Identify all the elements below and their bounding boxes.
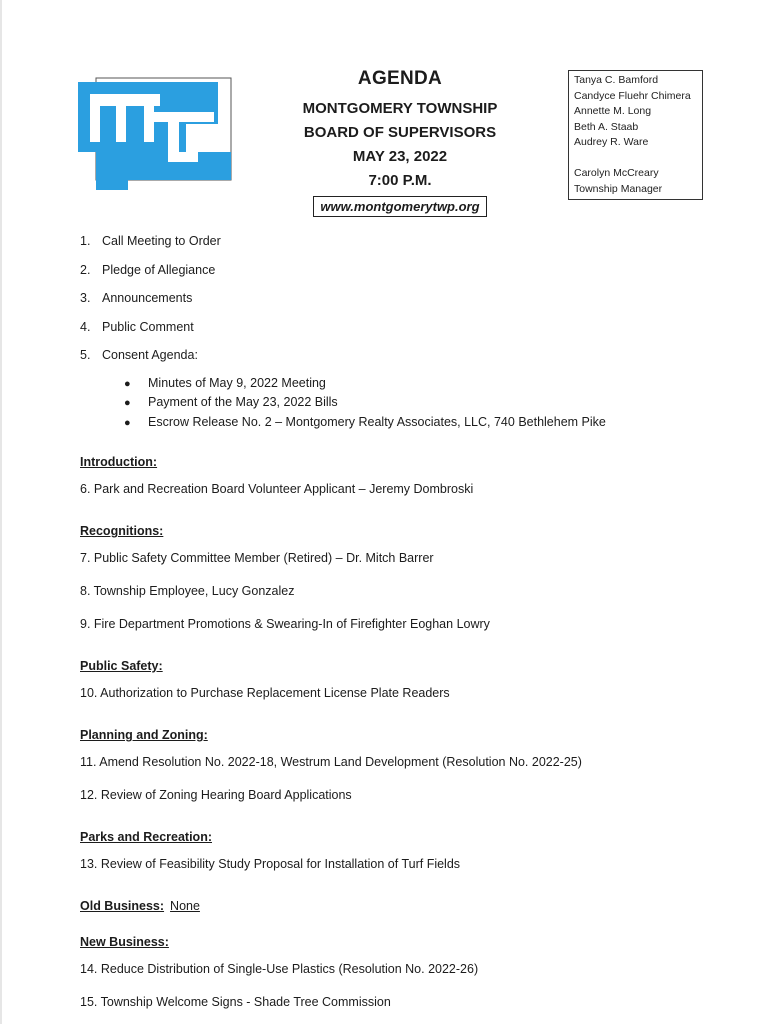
- agenda-item: 13. Review of Feasibility Study Proposal for Installation of Turf Fields: [80, 857, 461, 871]
- section-old-business: [80, 894, 720, 918]
- agenda-item: [80, 343, 720, 372]
- agenda-item: 9. Fire Department Promotions & Swearing-In of Firefighter Eoghan Lowry: [80, 617, 490, 631]
- agenda-item: 14. Reduce Distribution of Single-Use Plastics (Resolution No. 2022-26): [80, 962, 479, 976]
- section-heading-old-business: Old Business:: [80, 899, 165, 913]
- item-number: 1.: [80, 234, 91, 248]
- list-item: [124, 413, 720, 433]
- agenda-item: 12. Review of Zoning Hearing Board Applications: [80, 788, 352, 802]
- page-title: AGENDA: [357, 68, 443, 89]
- item-text: Call Meeting to Order: [102, 234, 221, 248]
- bullet-icon: ●: [124, 397, 131, 409]
- supervisor-name: Candyce Fluehr Chimera: [574, 89, 691, 102]
- supervisor-name: Audrey R. Ware: [574, 136, 649, 149]
- website-link[interactable]: www.montgomerytwp.org: [313, 196, 486, 217]
- consent-bullets: [124, 374, 720, 433]
- item-number: 4.: [80, 319, 91, 334]
- section-heading-planning: Planning and Zoning:: [80, 728, 208, 742]
- supervisor-name: Annette M. Long: [574, 105, 652, 118]
- section-heading-parks: Parks and Recreation:: [80, 830, 212, 844]
- agenda-item: 10. Authorization to Purchase Replacement License Plate Readers: [80, 686, 450, 700]
- agenda-item: 7. Public Safety Committee Member (Retired) – Dr. Mitch Barrer: [80, 551, 434, 565]
- meeting-date: MAY 23, 2022: [352, 148, 448, 165]
- agenda-item: 8. Township Employee, Lucy Gonzalez: [80, 584, 295, 598]
- item-text: Pledge of Allegiance: [102, 262, 216, 277]
- bullet-icon: ●: [124, 416, 131, 429]
- section-heading-recognitions: Recognitions:: [80, 524, 164, 538]
- list-item: [124, 374, 720, 394]
- agenda-header: [296, 68, 504, 217]
- agenda-item: 6. Park and Recreation Board Volunteer Applicant – Jeremy Dombroski: [80, 482, 474, 496]
- agenda-item: 15. Township Welcome Signs - Shade Tree Commission: [80, 995, 391, 1009]
- bullet-icon: ●: [124, 377, 131, 390]
- item-number: 5.: [80, 348, 91, 362]
- org-name-line2: BOARD OF SUPERVISORS: [303, 124, 497, 141]
- item-number: 3.: [80, 291, 91, 305]
- item-text: Consent Agenda:: [102, 348, 198, 362]
- spacer: [574, 151, 697, 166]
- section-heading-new-business: New Business:: [80, 935, 169, 949]
- agenda-item: [80, 258, 720, 287]
- org-name-line1: MONTGOMERY TOWNSHIP: [302, 100, 498, 117]
- agenda-item: [80, 286, 720, 315]
- section-heading-public-safety: Public Safety:: [80, 659, 163, 673]
- section-heading-introduction: Introduction:: [80, 455, 158, 469]
- supervisors-box: [568, 70, 703, 200]
- bullet-text: Payment of the May 23, 2022 Bills: [148, 395, 338, 409]
- old-business-value: None: [170, 899, 200, 913]
- bullet-text: Escrow Release No. 2 – Montgomery Realty Associates, LLC, 740 Bethlehem Pike: [148, 414, 606, 429]
- bullet-text: Minutes of May 9, 2022 Meeting: [148, 375, 326, 390]
- item-text: Public Comment: [102, 319, 194, 334]
- supervisor-name: Beth A. Staab: [574, 120, 639, 133]
- agenda-body: [80, 229, 720, 1020]
- supervisor-name: Tanya C. Bamford: [574, 74, 659, 86]
- item-number: 2.: [80, 262, 91, 277]
- meeting-time: 7:00 P.M.: [368, 172, 432, 189]
- agenda-item: [80, 315, 720, 344]
- item-text: Announcements: [102, 291, 193, 305]
- page-edge: [0, 0, 2, 1024]
- manager-name: Carolyn McCreary: [574, 166, 659, 179]
- agenda-item: 11. Amend Resolution No. 2022-18, Westrum Land Development (Resolution No. 2022-25): [80, 755, 582, 769]
- list-item: [124, 393, 720, 413]
- manager-title: Township Manager: [574, 182, 663, 195]
- township-logo-icon: [68, 72, 238, 192]
- agenda-item: [80, 229, 720, 258]
